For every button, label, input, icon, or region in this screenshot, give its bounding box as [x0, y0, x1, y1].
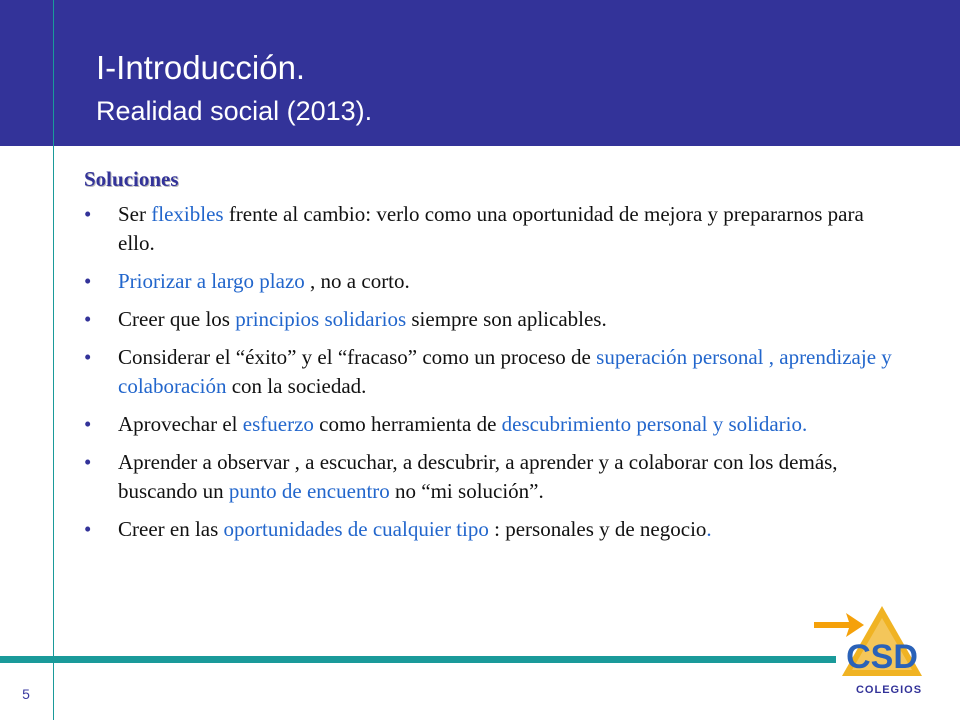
page-number: 5: [22, 686, 30, 702]
bullet-dot: •: [84, 517, 92, 541]
bullet-text: siempre son aplicables.: [406, 307, 607, 331]
bullet-text: Aprovechar el: [118, 412, 243, 436]
bullet-text: Considerar el “éxito” y el “fracaso” como un proceso de: [118, 345, 597, 369]
footer-bar: [0, 656, 836, 663]
title-banner: [0, 0, 960, 146]
bullet-text: no “mi solución”.: [389, 479, 544, 503]
bullet-item: [84, 305, 904, 334]
highlighted-text: descubrimiento personal y solidario.: [501, 412, 808, 436]
bullet-item: [84, 200, 904, 258]
highlighted-text: principios solidarios: [235, 307, 407, 331]
slide-title: I-Introducción.: [96, 49, 306, 86]
bullet-item: [84, 515, 904, 544]
bullet-item: [84, 343, 904, 401]
highlighted-text: esfuerzo: [242, 412, 314, 436]
bullet-text: como herramienta de: [313, 412, 502, 436]
csd-logo-icon: [836, 604, 936, 684]
highlighted-text: oportunidades de cualquier tipo: [223, 517, 489, 541]
slide-subtitle: Realidad social (2013).: [96, 96, 373, 126]
bullet-text: frente al cambio: verlo como una oportunidad de mejora y prepararnos para ello.: [118, 202, 864, 255]
highlighted-text: punto de encuentro: [228, 479, 390, 503]
bullet-text: con la sociedad.: [226, 374, 367, 398]
bullet-text: Ser: [118, 202, 152, 226]
section-heading: Soluciones: [84, 167, 179, 191]
logo-text: COLEGIOS: [855, 684, 923, 696]
bullet-dot: •: [84, 202, 92, 226]
bullet-text: Creer que los: [118, 307, 236, 331]
bullet-dot: •: [84, 307, 92, 331]
bullet-dot: •: [84, 345, 92, 369]
bullet-dot: •: [84, 269, 92, 293]
bullet-dot: •: [84, 450, 92, 474]
bullet-text: , no a corto.: [304, 269, 410, 293]
bullet-text: Creer en las: [118, 517, 224, 541]
bullet-text: Aprender a observar , a escuchar, a descubrir, a aprender y a colaborar con los demás, buscando un: [118, 450, 838, 503]
bullet-item: [84, 448, 904, 506]
logo-letters: CSD: [846, 638, 918, 676]
highlighted-text: Priorizar a largo plazo: [118, 269, 305, 293]
bullet-list: [84, 200, 904, 553]
bullet-item: [84, 410, 904, 439]
bullet-dot: •: [84, 412, 92, 436]
highlighted-text: flexibles: [151, 202, 224, 226]
highlighted-text: .: [706, 517, 712, 541]
bullet-item: [84, 267, 904, 296]
vertical-divider: [53, 0, 54, 720]
bullet-text: : personales y de negocio: [488, 517, 707, 541]
highlighted-text: superación personal , aprendizaje y colaboración: [118, 345, 892, 398]
